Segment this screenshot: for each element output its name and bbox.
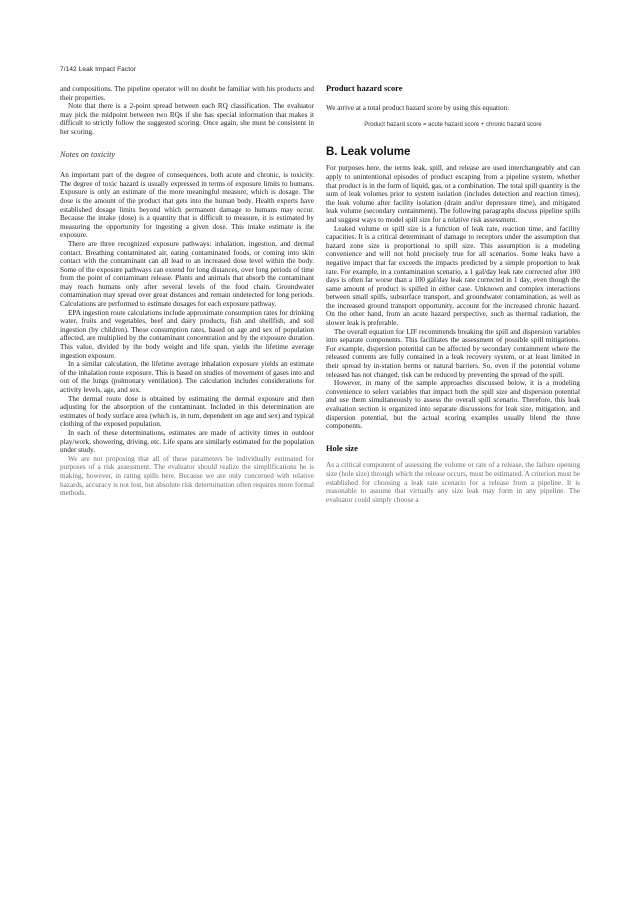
leak-paragraph: The overall equation for LIF recommends breaking the spill and dispersion variables into separate components. This facilitates the assessment of possible spill mitigations. For example, dispersion potential can be affected by secondary containment where the released contents are fully contained in a leak recovery system, or at least limited in their spread by in-station berms or natural barriers. So, even if the potential volume released has not changed, risk can be reduced by preventing the spread of the spill. — [326, 327, 580, 379]
closing-paragraph: We are not proposing that all of these parameters be individually estimated for purposes of a risk assessment. The evaluator should realize the simplifications he is making, however, in rating spills here. Because we are only concerned with relative hazards, accuracy is not lost, but absolute risk determination often requires more formal methods. — [60, 454, 314, 498]
toxicity-paragraph: In each of these determinations, estimates are made of activity times in outdoor play/work, showering, driving, etc. Life spans are similarly estimated for the population under study. — [60, 428, 314, 455]
leak-paragraph: However, in many of the sample approaches discussed below, it is a modeling convenience to select variables that impact both the spill size and dispersion potential and use them simultaneously to assess the overall spill scenario. Therefore, this leak evaluation section is organized into separate discussions for leak size, mitigation, and dispersion potential, but the actual scoring examples usually blend the three components. — [326, 379, 580, 431]
product-hazard-score-heading: Product hazard score — [326, 84, 403, 93]
leak-paragraph: For purposes here, the terms leak, spill, and release are used interchangeably and can apply to unintentional episodes of product escaping from a pipeline system, whether that product is in the form of liquid, gas, or a combination. The total spill quantity is the sum of leak volumes prior to system isolation (includes detection and reaction times), the leak volume after facility isolation (drain and/or depressure time), and mitigated leak volume (secondary containment). The following paragraphs discuss pipeline spills and suggest ways to model spill size for a relative risk assessment. — [326, 164, 580, 224]
left-column — [60, 85, 314, 498]
equation-text: Product hazard score = acute hazard score + chronic hazard score — [364, 122, 542, 129]
hole-size-heading: Hole size — [326, 443, 358, 453]
intro-paragraph-1: and compositions. The pipeline operator will no doubt be familiar with his products and their properties. — [60, 85, 314, 102]
toxicity-paragraph: In a similar calculation, the lifetime average inhalation exposure yields an estimate of the inhalation route exposure. This is based on studies of movement of gases into and out of the lungs (pulmonary ventilation). The calculation includes considerations for activity levels, age, and sex. — [60, 360, 314, 394]
toxicity-paragraph: The dermal route dose is obtained by estimating the dermal exposure and then adjusting for the absorption of the contaminant. Included in this determination are estimates of body surface area (which is, in turn, dependent on age and sex) and typical clothing of the exposed population. — [60, 394, 314, 429]
running-head: 7/142 Leak Impact Factor — [60, 66, 137, 73]
product-hazard-equation — [326, 121, 580, 130]
leak-volume-heading: B. Leak volume — [326, 145, 411, 158]
hole-size-paragraph: As a critical component of assessing the volume or rate of a release, the failure opening size (hole size) through which the release occurs, must be estimated. A criterion must be established for choosing a leak rate scenario for a release from a pipeline. It is reasonable to assume that virtually any size leak may form in any pipeline. The evaluator could simply choose a — [326, 461, 580, 504]
intro-paragraph-2: Note that there is a 2-point spread between each RQ classification. The evaluator may pick the midpoint between two RQs if she has special information that makes it difficult to strictly follow the suggested scoring. Once again, she must be consistent in her scoring. — [60, 102, 314, 136]
leak-paragraph: Leaked volume or spill size is a function of leak rate, reaction time, and facility capacities. It is a critical determinant of damage to receptors under the assumption that hazard zone size is proportional to spill size. This assumption is a modeling convenience and will not hold precisely true for all scenarios. Some leaks have a negative impact that far exceeds the impacts predicted by a simple proportion to leak rate. For example, in a contamination scenario, a 1 gal/day leak rate corrected after 100 days is often far worse than a 100 gal/day leak rate corrected in 1 day, even though the same amount of product is spilled in either case. Unknown and complex interactions between small spills, subsurface transport, and groundwater contamination, as well as the increased ground transport opportunity, account for the increased chronic hazard. On the other hand, from an acute hazard perspective, such as thermal radiation, the slower leak is preferable. — [326, 224, 580, 328]
toxicity-paragraph: An important part of the degree of consequences, both acute and chronic, is toxicity. The degree of toxic hazard is usually expressed in terms of exposure limits to humans. Exposure is only an estimate of the more meaningful measure, which is dosage. The dose is the amount of the product that gets into the human body. Health experts have established dosage limits beyond which permanent damage to humans may occur. Because the intake (dose) is a quantity that is difficult to measure, it is estimated by measuring the opportunity for ingesting a given dose. This intake estimate is the exposure. — [60, 171, 314, 240]
product-hazard-text: We arrive at a total product hazard score by using this equation: — [326, 103, 510, 112]
right-column — [326, 85, 580, 504]
toxicity-paragraph: EPA ingestion route calculations include approximate consumption rates for drinking water, fruits and vegetables, beef and dairy products, fish and shellfish, and soil ingestion (by children). These consumption rates, based on age and sex of population affected, are multiplied by the contaminant concentration and by the exposure duration. This value, divided by the body weight and life span, yields the lifetime average ingestion exposure. — [60, 308, 314, 360]
toxicity-paragraph: There are three recognized exposure pathways: inhalation, ingestion, and dermal contact. Breathing contaminated air, eating contaminated foods, or coming into skin contact with the contaminant can all lead to an increased dose level within the body. Some of the exposure pathways can extend for long distances, over long periods of time from the point of contaminant release. Plants and animals that absorb the contaminant may reach humans only after several levels of the food chain. Groundwater contamination may spread over great distances and remain undetected for long periods. Calculations are performed to estimate dosages for each exposure pathway. — [60, 239, 314, 309]
notes-on-toxicity-heading: Notes on toxicity — [60, 149, 116, 159]
